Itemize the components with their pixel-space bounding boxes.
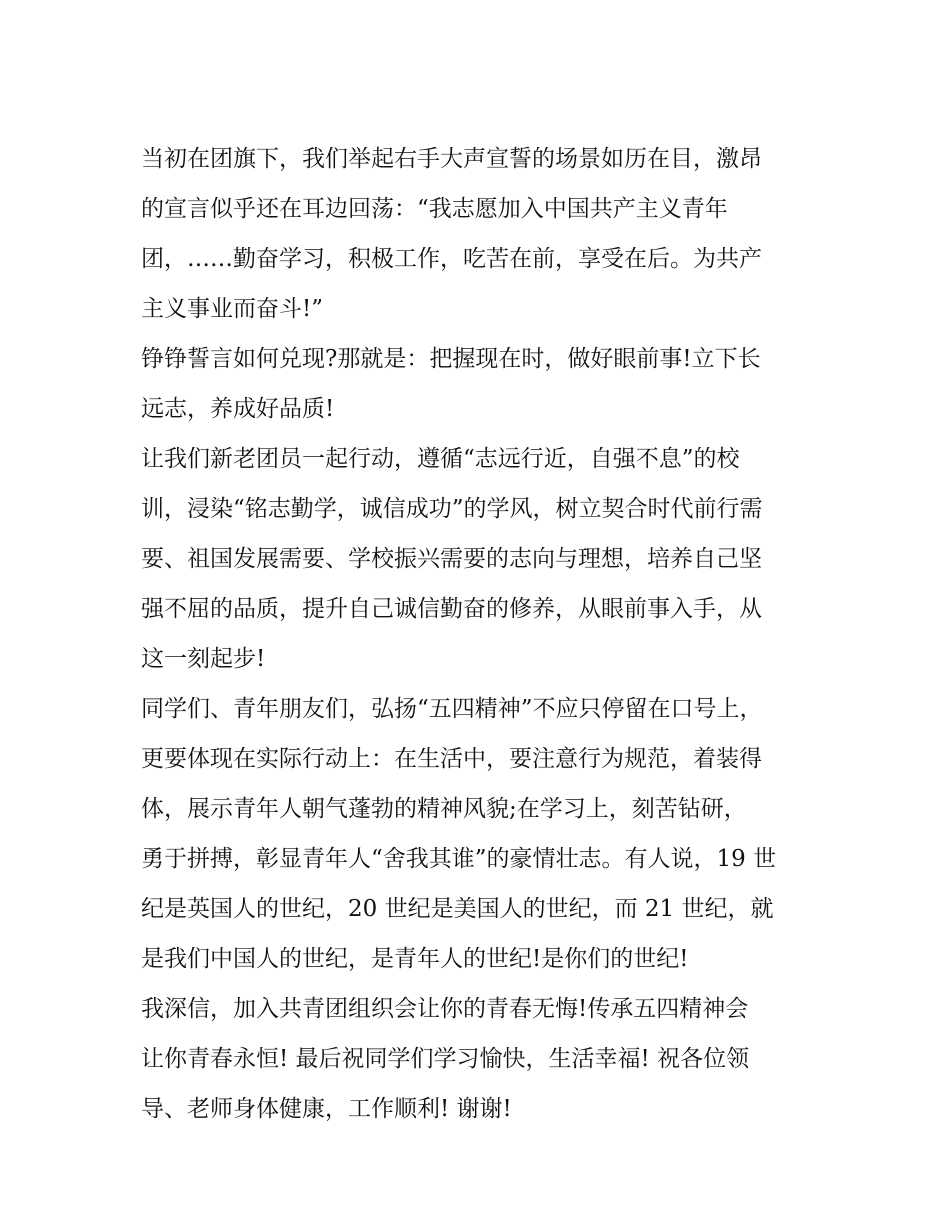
text-line: 导、老师身体健康，工作顺利! 谢谢!	[141, 1096, 512, 1122]
text-line: 训，浸染“铭志勤学，诚信成功”的学风，树立契合时代前行需	[141, 496, 763, 522]
text-line: 远志，养成好品质!	[141, 396, 335, 422]
text-line: 的宣言似乎还在耳边回荡：“我志愿加入中国共产主义青年	[141, 196, 728, 222]
text-line: 强不屈的品质，提升自己诚信勤奋的修养，从眼前事入手，从	[141, 596, 762, 622]
text-line: 铮铮誓言如何兑现?那就是：把握现在时，做好眼前事!立下长	[141, 346, 761, 372]
text-line: 纪是英国人的世纪，20 世纪是美国人的世纪，而 21 世纪，就	[141, 896, 774, 922]
text-line: 体，展示青年人朝气蓬勃的精神风貌;在学习上，刻苦钻研，	[141, 796, 747, 822]
text-line: 勇于拼搏，彰显青年人“舍我其谁”的豪情壮志。有人说，19 世	[141, 846, 777, 872]
text-line: 是我们中国人的世纪，是青年人的世纪!是你们的世纪!	[141, 946, 689, 972]
text-line: 主义事业而奋斗!”	[141, 296, 324, 322]
text-line: 要、祖国发展需要、学校振兴需要的志向与理想，培养自己坚	[141, 546, 762, 572]
text-line: 这一刻起步!	[141, 646, 266, 672]
text-line: 团，……勤奋学习，积极工作，吃苦在前，享受在后。为共产	[141, 246, 762, 272]
text-line: 更要体现在实际行动上：在生活中，要注意行为规范，着装得	[141, 746, 762, 772]
text-line: 同学们、青年朋友们，弘扬“五四精神”不应只停留在口号上，	[141, 696, 763, 722]
text-line: 让你青春永恒! 最后祝同学们学习愉快，生活幸福! 祝各位领	[141, 1046, 750, 1072]
text-line: 当初在团旗下，我们举起右手大声宣誓的场景如历在目，激昂	[141, 146, 762, 172]
text-line: 让我们新老团员一起行动，遵循“志远行近，自强不息”的校	[141, 446, 740, 472]
text-line: 我深信，加入共青团组织会让你的青春无悔!传承五四精神会	[141, 996, 749, 1022]
